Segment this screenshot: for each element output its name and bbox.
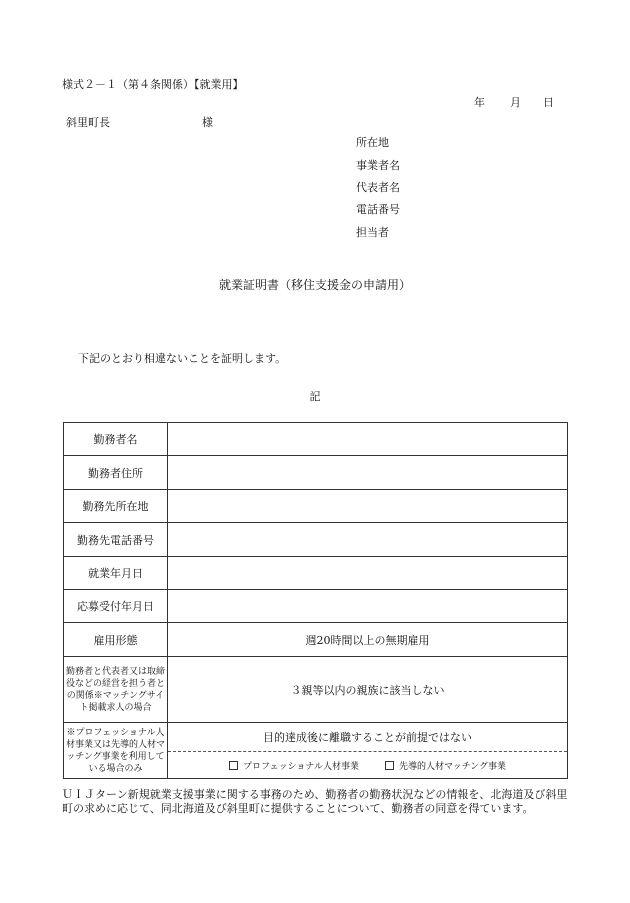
relation-value: ３親等以内の親族に該当しない [168,657,568,723]
date-day-label: 日 [543,96,554,109]
workplace-phone-field[interactable] [168,523,568,557]
application-date-field[interactable] [168,590,568,623]
table-row [64,657,568,723]
table-row [64,456,568,490]
row-label: 応募受付年月日 [64,590,168,623]
table-row [64,590,568,623]
relation-label: 勤務者と代表者又は取締役などの経営を担う者との関係※マッチングサイト掲載求人の場合 [64,657,168,723]
employer-field-contact: 担当者 [356,226,389,239]
row-label: 就業年月日 [64,557,168,590]
employee-address-field[interactable] [168,456,568,490]
addressee: 斜里町長 [66,116,110,129]
table-row [64,557,568,590]
option-label: 先導的人材マッチング事業 [398,761,506,772]
date-year-label: 年 [474,96,485,109]
employment-date-field[interactable] [168,557,568,590]
table-row [64,623,568,657]
pro-value: 目的達成後に離職することが前提ではない [168,723,567,752]
employment-type-value: 週20時間以上の無期雇用 [168,623,568,657]
table-row [64,523,568,557]
option-label: プロフェッショナル人材事業 [243,761,359,772]
table-row [64,423,568,456]
document-title: 就業証明書（移住支援金の申請用） [218,278,411,292]
date-month-label: 月 [510,96,521,109]
certificate-table [63,422,568,779]
row-label: 勤務者住所 [64,456,168,490]
option-leading-matching[interactable] [385,759,506,772]
honorific: 様 [202,116,213,129]
table-row [64,490,568,523]
workplace-address-field[interactable] [168,490,568,523]
checkbox-icon[interactable] [229,761,238,770]
employer-field-phone: 電話番号 [356,203,400,216]
row-label: 勤務者名 [64,423,168,456]
row-label: 雇用形態 [64,623,168,657]
pro-cell [168,723,568,779]
form-code: 様式２－１（第４条関係）【就業用】 [62,78,244,91]
ki-heading: 記 [309,390,321,403]
row-label: 勤務先電話番号 [64,523,168,557]
employer-field-representative: 代表者名 [356,181,400,194]
employee-name-field[interactable] [168,423,568,456]
consent-note: ＵＩＪターン新規就業支援事業に関する事務のため、勤務者の勤務状況などの情報を、北海道及び斜里町の求めに応じて、同北海道及び斜里町に提供することについて、勤務者の同意を得ています。 [62,788,568,815]
option-professional[interactable] [229,759,359,772]
table-row [64,723,568,779]
checkbox-icon[interactable] [385,761,394,770]
employer-field-company: 事業者名 [356,159,400,172]
intro-text: 下記のとおり相違ないことを証明します。 [78,352,287,365]
employer-field-address: 所在地 [356,136,389,149]
pro-label: ※プロフェッショナル人材事業又は先導的人材マッチング事業を利用している場合のみ [64,723,168,779]
row-label: 勤務先所在地 [64,490,168,523]
